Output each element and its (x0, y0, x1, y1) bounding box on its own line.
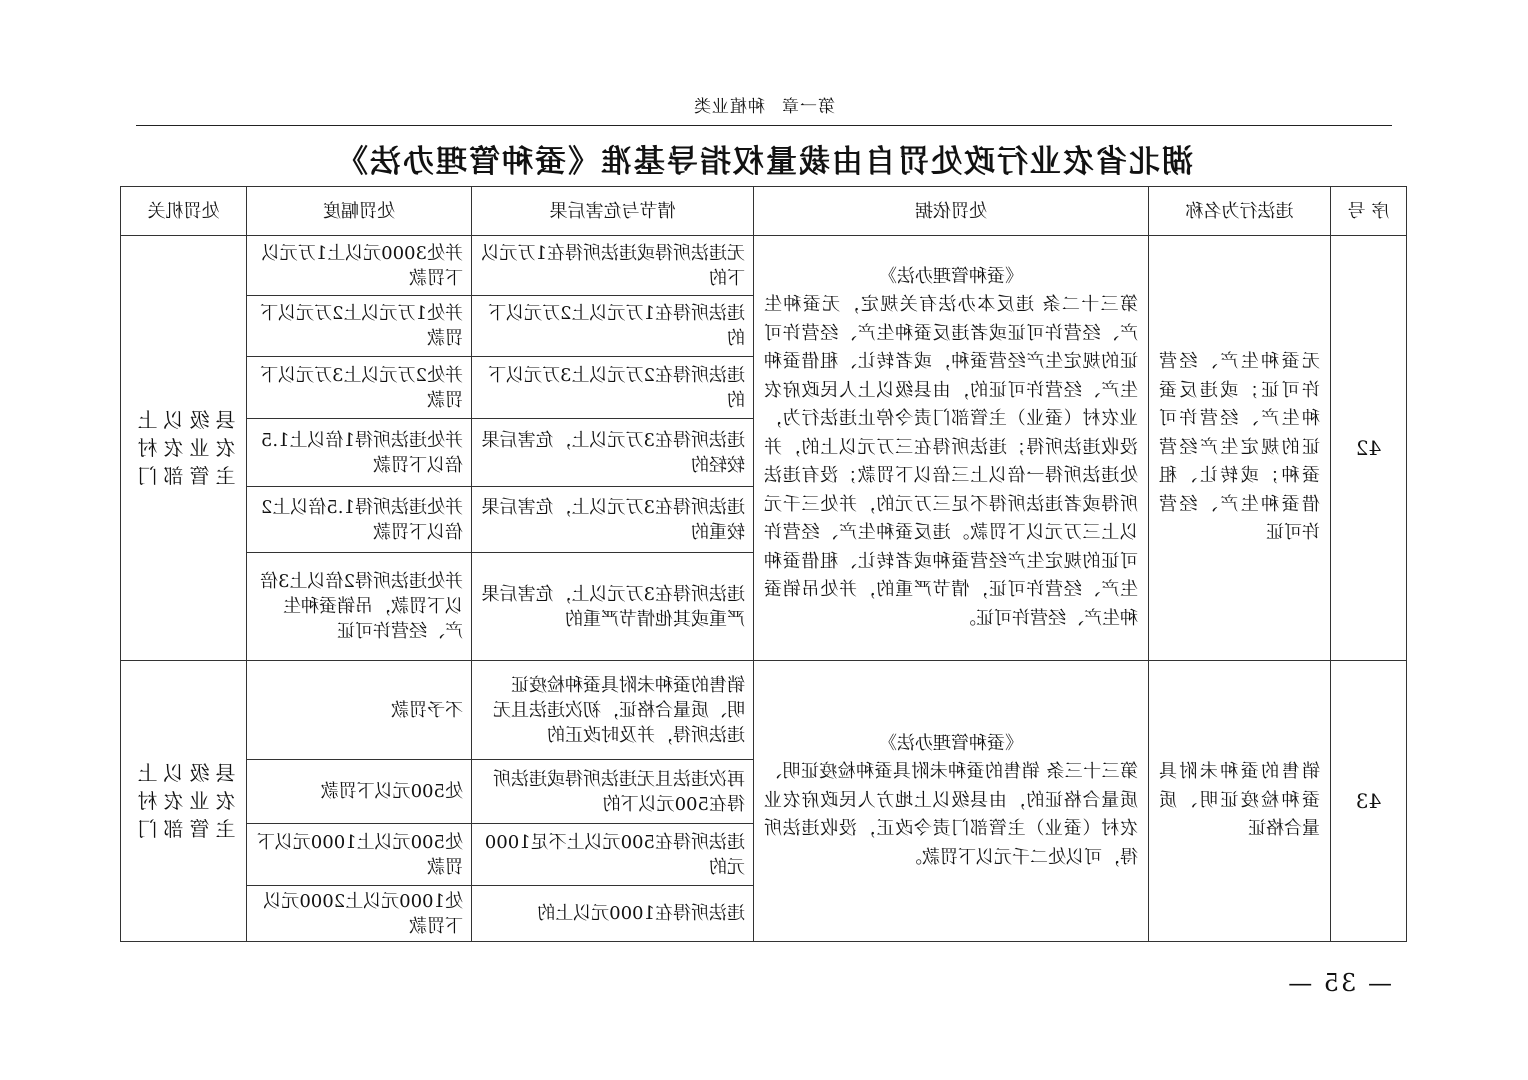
entry-number: 42 (1331, 236, 1407, 661)
chapter-number: 第一章 (781, 97, 835, 117)
penalty-range-cell: 并处3000元以上1万元以下罚款 (247, 236, 472, 296)
penalty-range-cell: 不予罚款 (247, 661, 472, 760)
penalty-basis (754, 661, 1149, 942)
penalty-basis (754, 236, 1149, 661)
circumstance-cell: 违法所得在1000元以上的 (472, 886, 754, 942)
violation-name: 无蚕种生产、经营许可证；或违反蚕种生产、经营许可证的规定生产经营蚕种；或转让、租借蚕种生产、经营许可证 (1149, 236, 1331, 661)
table-header-row (121, 187, 1407, 236)
basis-title: 《蚕种管理办法》 (879, 732, 1023, 754)
running-header (136, 92, 1392, 117)
table-row (121, 661, 1407, 760)
entry-number: 43 (1331, 661, 1407, 942)
violation-name: 销售的蚕种未附具蚕种检疫证明、质量合格证 (1149, 661, 1331, 942)
penalty-range-cell: 并处违法所得1倍以上1.5倍以下罚款 (247, 419, 472, 487)
chapter-name: 种植业类 (693, 97, 765, 117)
discretion-standard-table (120, 186, 1407, 942)
circumstance-cell: 违法所得在3万元以上，危害后果严重或其他情节严重的 (472, 553, 754, 661)
penalty-range-cell: 并处违法所得1.5倍以上2倍以下罚款 (247, 487, 472, 553)
circumstance-cell: 再次违法且无违法所得或违法所得在500元以下的 (472, 760, 754, 824)
penalty-range-cell: 并处违法所得2倍以上3倍以下罚款，吊销蚕种生产、经营许可证 (247, 553, 472, 661)
penalty-range-cell: 并处2万元以上3万元以下罚款 (247, 357, 472, 419)
circumstance-cell: 无违法所得或违法所得在1万元以下的 (472, 236, 754, 296)
basis-text: 第三十三条 销售的蚕种未附具蚕种检疫证明、质量合格证的，由县级以上地方人民政府农业农村（蚕业）主管部门责令改正，没收违法所得，可以处二千元以下罚款。 (764, 761, 1138, 868)
table-row (121, 236, 1407, 296)
penalty-authority: 县级以上农业农村主管部门 (121, 236, 247, 661)
document-title: 湖北省农业行政处罚自由裁量权指导基准《蚕种管理办法》 (335, 144, 1193, 180)
circumstance-cell: 违法所得在3万元以上，危害后果较重的 (472, 487, 754, 553)
column-header: 情节与危害后果 (472, 187, 754, 236)
column-header: 违法行为名称 (1149, 187, 1331, 236)
penalty-authority: 县级以上农业农村主管部门 (121, 661, 247, 942)
circumstance-cell: 违法所得在2万元以上3万元以下的 (472, 357, 754, 419)
circumstance-cell: 违法所得在3万元以上，危害后果较轻的 (472, 419, 754, 487)
page-number: — 35 — (1286, 969, 1392, 997)
column-header: 处罚依据 (754, 187, 1149, 236)
circumstance-cell: 违法所得在500元以上不足1000元的 (472, 824, 754, 886)
column-header: 序 号 (1331, 187, 1407, 236)
column-header: 处罚幅度 (247, 187, 472, 236)
header-rule (136, 125, 1392, 126)
basis-text: 第三十二条 违反本办法有关规定，无蚕种生产、经营许可证或者违反蚕种生产、经营许可证的规定生产经营蚕种，或者转让、租借蚕种生产、经营许可证的，由县级以上人民政府农业农村（蚕业）主管部门责令停止违法行为，没收违法所得；违法所得在三万元以上的，并处违法所得一倍以上三倍以下罚款；没有违法所得或者违法所得不足三万元的，并处三千元以上三万元以下罚款。违反蚕种生产、经营许可证的规定生产经营蚕种或者转让、租借蚕种生产、经营许可证，情节严重的，并处吊销蚕种生产、经营许可证。 (764, 294, 1138, 629)
penalty-range-cell: 处1000元以上2000元以下罚款 (247, 886, 472, 942)
column-header: 处罚机关 (121, 187, 247, 236)
penalty-range-cell: 处500元以上1000元以下罚款 (247, 824, 472, 886)
penalty-range-cell: 并处1万元以上2万元以下罚款 (247, 296, 472, 357)
penalty-range-cell: 处500元以下罚款 (247, 760, 472, 824)
circumstance-cell: 销售的蚕种未附具蚕种检疫证明、质量合格证，初次违法且无违法所得，并及时改正的 (472, 661, 754, 760)
circumstance-cell: 违法所得在1万元以上2万元以下的 (472, 296, 754, 357)
basis-title: 《蚕种管理办法》 (879, 265, 1023, 287)
